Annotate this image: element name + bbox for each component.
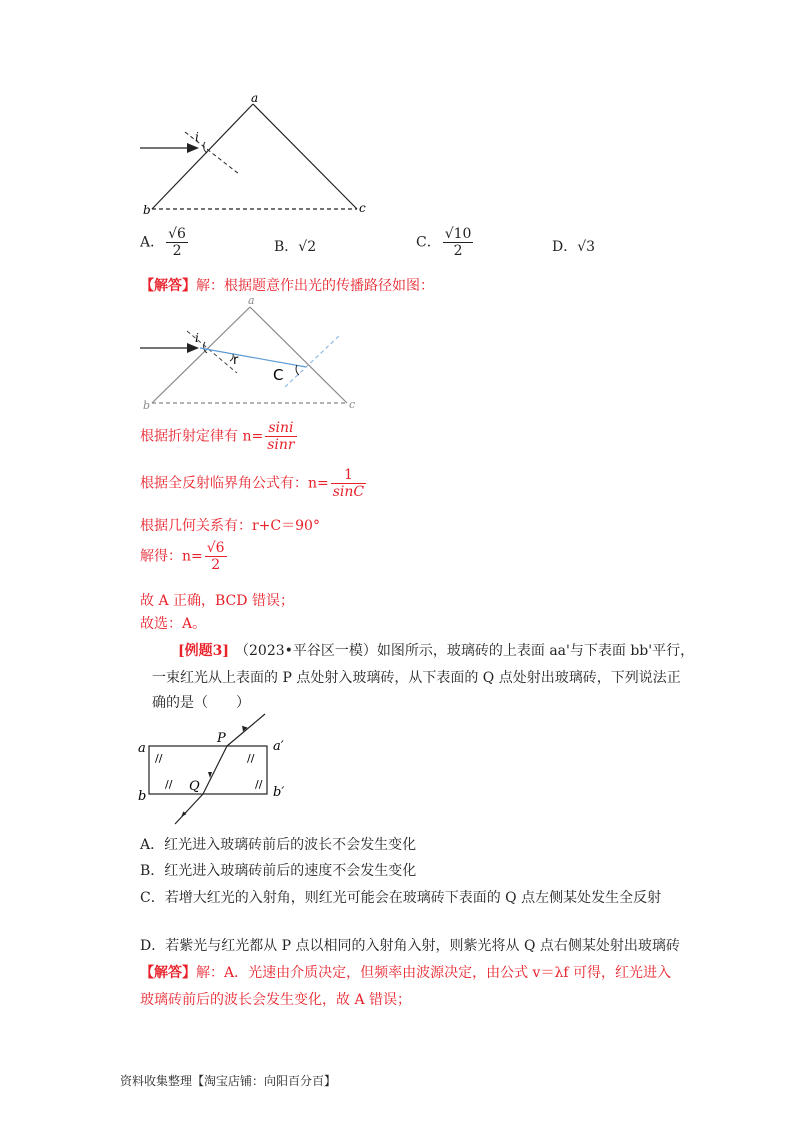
refracted-ray (200, 348, 306, 367)
answer1-line5: 故 A 正确，BCD 错误； (140, 593, 294, 609)
svg-text:i: i (195, 331, 199, 345)
label-c: c (359, 201, 366, 215)
ray-out (175, 794, 203, 824)
svg-text:r: r (233, 353, 239, 368)
prism-diagram (135, 92, 375, 222)
ray-arrow (187, 143, 199, 153)
option3-c[interactable]: C．若增大红光的入射角，则红光可能会在玻璃砖下表面的 Q 点左侧某处发生全反射 (140, 890, 662, 906)
svg-text://: // (255, 778, 263, 791)
answer3-line1: 【解答】解：A．光速由介质决定，但频率由波源决定，由公式 v＝λf 可得，红光进入 (140, 965, 671, 981)
example3-line1: [例题3] （2023•平谷区一模）如图所示，玻璃砖的上表面 aa'与下表面 bb'平行， (178, 643, 695, 659)
side-ab (152, 104, 253, 209)
solution-diagram (135, 295, 375, 413)
footer-text: 资料收集整理【淘宝店铺：向阳百分百】 (120, 1074, 337, 1088)
answer1-line6: 故选：A。 (140, 616, 207, 632)
option3-a[interactable]: A．红光进入玻璃砖前后的波长不会发生变化 (140, 837, 417, 853)
label-b: b (143, 203, 151, 217)
svg-text:b′: b′ (273, 785, 285, 800)
label-a: a (251, 92, 259, 105)
svg-text:b: b (138, 789, 147, 804)
glass-block-diagram (135, 712, 295, 832)
svg-text:c: c (349, 398, 356, 411)
option-b[interactable]: B．√2 (274, 239, 317, 255)
svg-text://: // (247, 752, 255, 765)
svg-text:a′: a′ (273, 739, 284, 754)
svg-text:Q: Q (189, 779, 200, 794)
option3-b[interactable]: B．红光进入玻璃砖前后的速度不会发生变化 (140, 863, 417, 879)
option-a[interactable]: A． $\frac{√6}{2}$ (140, 226, 186, 259)
svg-text://: // (155, 752, 163, 765)
svg-text:a: a (248, 295, 255, 307)
answer1-heading: 【解答】 (140, 278, 196, 294)
option-d[interactable]: D．√3 (552, 239, 596, 255)
answer1-line2: 根据全反射临界角公式有：n= $\frac{1}{\sin C}$ (140, 467, 365, 500)
side-ac (253, 104, 357, 209)
svg-text:b: b (143, 399, 151, 412)
label-i: i (195, 130, 199, 144)
option-c[interactable]: C． $\frac{√10}{2}$ (416, 226, 472, 259)
ray-inside (203, 746, 227, 794)
answer1-line3: 根据几何关系有：r+C＝90° (140, 518, 320, 534)
answer3-line2: 玻璃砖前后的波长会发生变化，故 A 错误； (140, 992, 412, 1008)
answer1-intro: 【解答】解：根据题意作出光的传播路径如图： (140, 278, 434, 294)
angle-arc (204, 142, 207, 153)
svg-text:P: P (217, 731, 226, 746)
example3-line3: 确的是（ ） (152, 695, 250, 711)
normal-line (185, 132, 239, 174)
answer1-line4: 解得：n= $\frac{√6}{2}$ (140, 540, 225, 573)
example3-tag: [例题3] (178, 643, 229, 659)
example3-line2: 一束红光从上表面的 P 点处射入玻璃砖，从下表面的 Q 点处射出玻璃砖，下列说法正 (152, 670, 681, 686)
answer1-line1: 根据折射定律有 n= $\frac{\sin i}{\sin r}$ (140, 420, 295, 453)
svg-text:C: C (273, 366, 284, 384)
option3-d[interactable]: D．若紫光与红光都从 P 点以相同的入射角入射，则紫光将从 Q 点右侧某处射出玻璃砖 (140, 938, 680, 954)
svg-text://: // (165, 778, 173, 791)
ray-in (227, 714, 265, 746)
svg-text:a: a (138, 741, 146, 756)
